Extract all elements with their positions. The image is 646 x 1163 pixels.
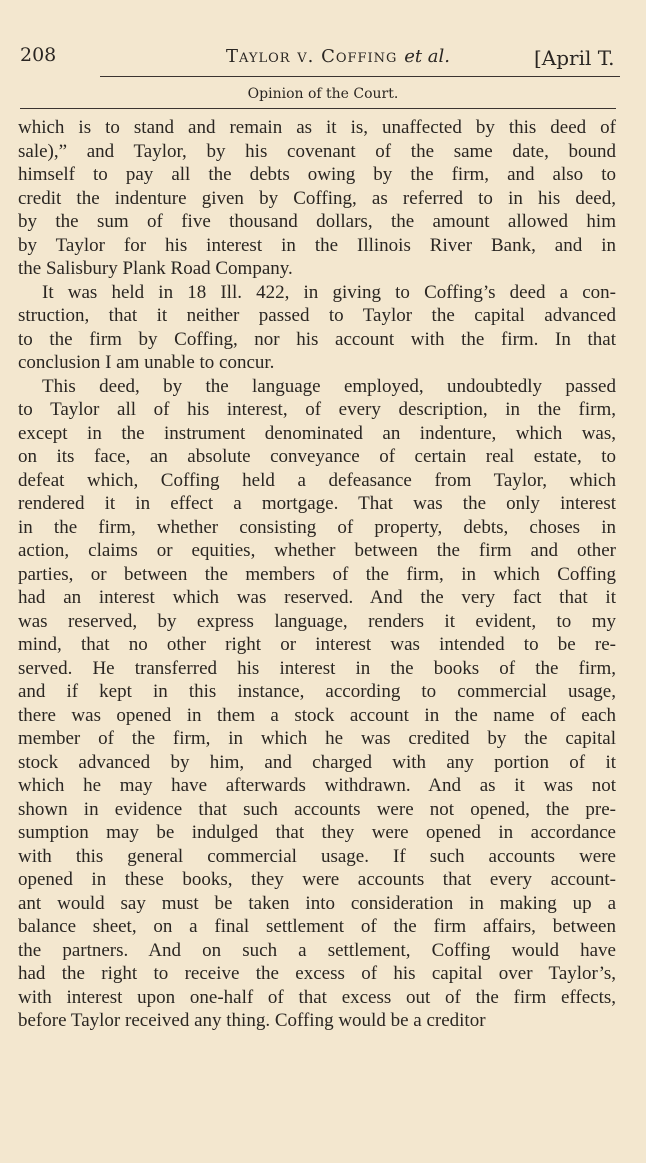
text-line: by Taylor for his interest in the Illinois River Bank, and in: [18, 234, 616, 256]
text-line: balance sheet, on a final settlement of the firm affairs, between: [18, 916, 616, 937]
text-line: to Taylor all of his interest, of every description, in the firm,: [18, 399, 616, 420]
text-line: served. He transferred his interest in the books of the firm,: [18, 657, 616, 679]
running-title-main: Taylor v. Coffing: [226, 46, 398, 67]
text-line: with interest upon one-half of that excess out of the firm effects,: [18, 986, 616, 1008]
text-line: sale),” and Taylor, by his covenant of the same date, bound: [18, 140, 616, 162]
text-line: there was opened in them a stock account in the name of each: [18, 704, 616, 726]
header-rule: [100, 76, 620, 77]
text-line: This deed, by the language employed, undoubtedly passed: [42, 375, 616, 397]
page-number: 208: [20, 44, 57, 66]
text-line: action, claims or equities, whether between the firm and other: [18, 540, 616, 561]
text-line: had the right to receive the excess of his capital over Taylor’s,: [18, 963, 616, 984]
term-label: [April T.: [534, 46, 615, 70]
text-line: the partners. And on such a settlement, Coffing would have: [18, 939, 616, 961]
text-line: conclusion I am unable to concur.: [18, 352, 275, 373]
text-line: which he may have afterwards withdrawn. And as it was not: [18, 775, 616, 796]
text-line: mind, that no other right or interest was intended to be re-: [18, 634, 616, 655]
text-line: ant would say must be taken into consideration in making up a: [18, 892, 616, 914]
text-line: defeat which, Coffing held a defeasance from Taylor, which: [18, 469, 616, 491]
text-line: sumption may be indulged that they were opened in accordance: [18, 822, 616, 843]
text-line: and if kept in this instance, according to commercial usage,: [18, 681, 616, 702]
text-line: in the firm, whether consisting of property, debts, choses in: [18, 516, 616, 538]
text-line: credit the indenture given by Coffing, as referred to in his deed,: [18, 187, 616, 209]
text-line: the Salisbury Plank Road Company.: [18, 258, 293, 279]
subheader-rule: [20, 108, 616, 109]
text-line: It was held in 18 Ill. 422, in giving to Coffing’s deed a con-: [42, 281, 616, 303]
body-text: [18, 116, 616, 1033]
text-line: stock advanced by him, and charged with any portion of it: [18, 751, 616, 773]
text-line: with this general commercial usage. If such accounts were: [18, 845, 616, 867]
section-subheader: Opinion of the Court.: [247, 86, 399, 102]
running-title-italic: et al.: [404, 46, 451, 67]
text-line: opened in these books, they were accounts that every account-: [18, 869, 616, 890]
text-line: by the sum of five thousand dollars, the amount allowed him: [18, 211, 616, 232]
text-line: had an interest which was reserved. And the very fact that it: [18, 587, 616, 608]
text-line: shown in evidence that such accounts were not opened, the pre-: [18, 798, 616, 820]
text-line: parties, or between the members of the firm, in which Coffing: [18, 563, 616, 585]
text-line: was reserved, by express language, renders it evident, to my: [18, 610, 616, 632]
text-line: to the firm by Coffing, nor his account with the firm. In that: [18, 328, 616, 350]
running-title: [226, 46, 450, 67]
text-line: on its face, an absolute conveyance of certain real estate, to: [18, 446, 616, 467]
text-line: before Taylor received any thing. Coffing would be a creditor: [18, 1010, 486, 1031]
text-line: struction, that it neither passed to Taylor the capital advanced: [18, 305, 616, 326]
text-line: member of the firm, in which he was credited by the capital: [18, 728, 616, 749]
text-line: which is to stand and remain as it is, unaffected by this deed of: [18, 117, 616, 138]
text-line: himself to pay all the debts owing by the firm, and also to: [18, 164, 616, 185]
text-line: except in the instrument denominated an indenture, which was,: [18, 422, 616, 444]
text-line: rendered it in effect a mortgage. That was the only interest: [18, 493, 616, 514]
